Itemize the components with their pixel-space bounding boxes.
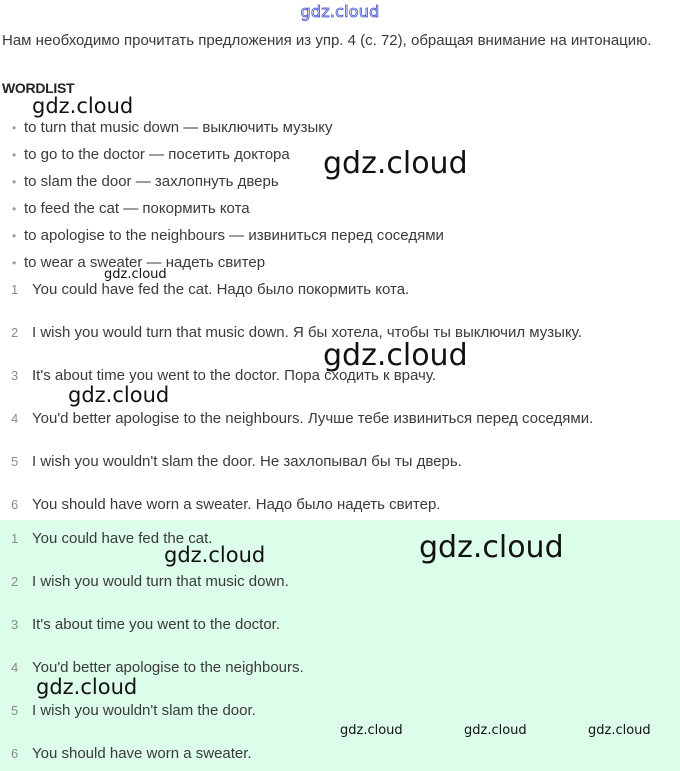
watermark: gdz.cloud: [164, 543, 266, 567]
watermark: gdz.cloud: [340, 723, 403, 738]
header-watermark: gdz.cloud: [300, 2, 380, 21]
watermark: gdz.cloud: [419, 530, 564, 565]
wordlist-item: • to slam the door — захлопнуть дверь: [12, 171, 279, 193]
bullet-icon: •: [12, 202, 17, 216]
watermark: gdz.cloud: [588, 723, 651, 738]
watermark: gdz.cloud: [323, 338, 468, 373]
wordlist-item: • to turn that music down — выключить музыку: [12, 117, 332, 139]
bullet-icon: •: [12, 229, 17, 243]
bullet-icon: •: [12, 148, 17, 162]
watermark: gdz.cloud: [104, 267, 167, 282]
watermark: gdz.cloud: [323, 146, 468, 181]
intro-text: Нам необходимо прочитать предложения из упр. 4 (с. 72), обращая внимание на интонацию.: [2, 32, 652, 49]
bullet-icon: •: [12, 121, 17, 135]
wordlist-item: • to wear a sweater — надеть свитер: [12, 252, 265, 274]
watermark: gdz.cloud: [68, 383, 170, 407]
wordlist-item: • to go to the doctor — посетить доктора: [12, 144, 290, 166]
watermark: gdz.cloud: [32, 94, 134, 118]
watermark: gdz.cloud: [464, 723, 527, 738]
watermark: gdz.cloud: [36, 675, 138, 699]
wordlist-item: • to apologise to the neighbours — извиниться перед соседями: [12, 225, 444, 247]
bullet-icon: •: [12, 256, 17, 270]
wordlist-item: • to feed the cat — покормить кота: [12, 198, 250, 220]
bullet-icon: •: [12, 175, 17, 189]
wordlist-title: WORDLIST: [2, 80, 75, 96]
